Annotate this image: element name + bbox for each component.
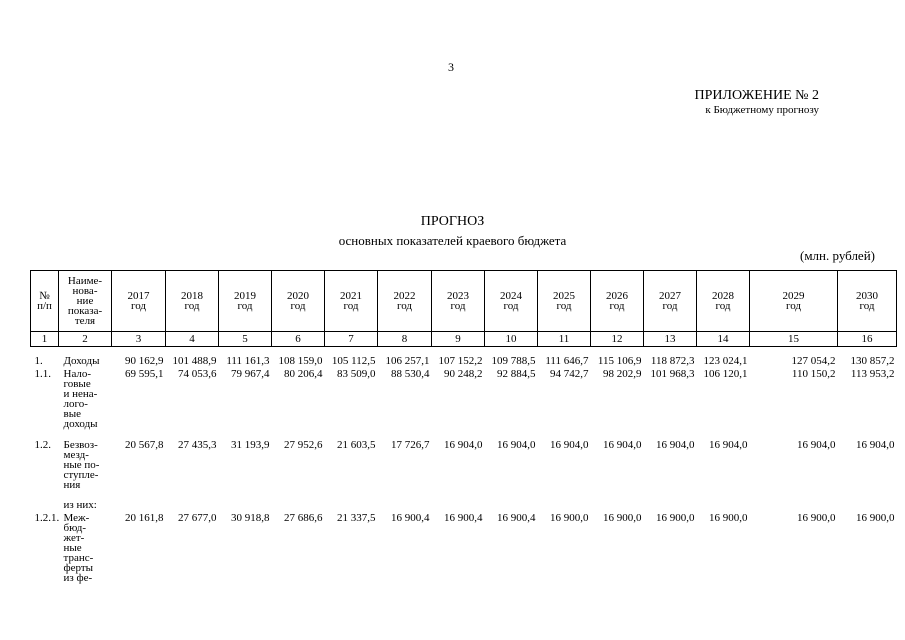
column-number: 7: [325, 332, 378, 347]
row-value: 16 900,0: [603, 512, 642, 524]
column-number: 10: [485, 332, 538, 347]
table-row: [31, 513, 897, 603]
row-value: 130 857,2: [850, 355, 895, 367]
row-name: Доходы: [63, 355, 100, 367]
column-number: 8: [378, 332, 432, 347]
row-value: 16 900,4: [497, 512, 536, 524]
row-value: 92 884,5: [497, 368, 536, 380]
row-value: 127 054,2: [791, 355, 836, 367]
row-value: 21 337,5: [337, 512, 376, 524]
row-value: 21 603,5: [337, 439, 376, 451]
table-row: [31, 369, 897, 440]
row-value: 79 967,4: [231, 368, 270, 380]
row-value: 31 193,9: [231, 439, 270, 451]
header-number: № п/п: [31, 271, 59, 332]
header-year: 2029 год: [750, 271, 838, 332]
row-code: 1.: [34, 355, 43, 367]
row-value: 123 024,1: [703, 355, 748, 367]
header-year: 2018 год: [166, 271, 219, 332]
column-number: 3: [112, 332, 166, 347]
row-value: 16 904,0: [444, 439, 483, 451]
column-number: 11: [538, 332, 591, 347]
row-code: 1.2.: [34, 439, 51, 451]
column-number: 6: [272, 332, 325, 347]
column-number: 5: [219, 332, 272, 347]
header-year: 2020 год: [272, 271, 325, 332]
column-number: 13: [644, 332, 697, 347]
table-row: [31, 440, 897, 500]
document-subtitle: основных показателей краевого бюджета: [338, 233, 567, 248]
row-value: 90 162,9: [125, 355, 164, 367]
column-number: 9: [432, 332, 485, 347]
row-value: 98 202,9: [603, 368, 642, 380]
column-number: 2: [59, 332, 112, 347]
row-value: 106 257,1: [385, 355, 430, 367]
header-year: 2022 год: [378, 271, 432, 332]
row-value: 20 567,8: [125, 439, 164, 451]
row-name: Меж- бюд- жет- ные транс- ферты из фе-: [63, 512, 94, 584]
header-name: Наиме- нова- ние показа- теля: [59, 271, 112, 332]
row-value: 109 788,5: [491, 355, 536, 367]
row-value: 101 968,3: [650, 368, 695, 380]
row-value: 80 206,4: [284, 368, 323, 380]
row-value: 16 900,0: [856, 512, 895, 524]
row-value: 16 904,0: [856, 439, 895, 451]
row-value: 74 053,6: [178, 368, 217, 380]
row-value: 118 872,3: [650, 355, 695, 367]
row-value: 83 509,0: [337, 368, 376, 380]
row-name: Нало- говые и нена- лого- вые доходы: [63, 368, 98, 430]
header-year: 2026 год: [591, 271, 644, 332]
row-value: 105 112,5: [331, 355, 376, 367]
row-value: 16 900,4: [444, 512, 483, 524]
row-value: 113 953,2: [850, 368, 895, 380]
header-year: 2030 год: [838, 271, 897, 332]
row-value: 27 952,6: [284, 439, 323, 451]
row-value: 101 488,9: [172, 355, 217, 367]
row-value: 69 595,1: [125, 368, 164, 380]
table-header-row: [31, 271, 897, 332]
budget-forecast-table: [30, 270, 897, 603]
row-value: 111 161,3: [226, 355, 270, 367]
row-value: 16 904,0: [797, 439, 836, 451]
row-value: 16 900,0: [797, 512, 836, 524]
row-value: 111 646,7: [545, 355, 589, 367]
column-number: 14: [697, 332, 750, 347]
row-value: 94 742,7: [550, 368, 589, 380]
column-number: 12: [591, 332, 644, 347]
row-value: 16 904,0: [656, 439, 695, 451]
header-year: 2025 год: [538, 271, 591, 332]
row-value: 108 159,0: [278, 355, 323, 367]
column-number-row: [31, 332, 897, 347]
column-number: 16: [838, 332, 897, 347]
row-value: 16 904,0: [603, 439, 642, 451]
row-value: 16 904,0: [550, 439, 589, 451]
appendix-subtitle: к Бюджетному прогнозу: [705, 104, 819, 116]
appendix-header: [695, 88, 820, 117]
row-value: 16 900,0: [709, 512, 748, 524]
row-value: 20 161,8: [125, 512, 164, 524]
row-code: 1.2.1.: [34, 512, 60, 524]
document-title: ПРОГНОЗ: [420, 214, 485, 229]
row-code: 1.1.: [34, 368, 51, 380]
row-value: 110 150,2: [791, 368, 836, 380]
header-year: 2019 год: [219, 271, 272, 332]
header-year: 2017 год: [112, 271, 166, 332]
column-number: 1: [31, 332, 59, 347]
row-value: 115 106,9: [597, 355, 642, 367]
header-year: 2028 год: [697, 271, 750, 332]
row-name: Безвоз- мезд- ные по- ступле- ния: [63, 439, 100, 491]
appendix-title: ПРИЛОЖЕНИЕ № 2: [694, 88, 819, 103]
row-value: 16 904,0: [709, 439, 748, 451]
row-value: 27 677,0: [178, 512, 217, 524]
row-value: 30 918,8: [231, 512, 270, 524]
header-year: 2021 год: [325, 271, 378, 332]
column-number: 15: [750, 332, 838, 347]
row-value: 16 904,0: [497, 439, 536, 451]
row-value: 16 900,0: [550, 512, 589, 524]
column-number: 4: [166, 332, 219, 347]
row-value: 17 726,7: [391, 439, 430, 451]
row-name: из них:: [63, 499, 97, 511]
unit-label: (млн. рублей): [800, 248, 875, 263]
row-value: 27 686,6: [284, 512, 323, 524]
row-value: 16 900,4: [391, 512, 430, 524]
row-value: 88 530,4: [391, 368, 430, 380]
header-year: 2023 год: [432, 271, 485, 332]
row-value: 27 435,3: [178, 439, 217, 451]
row-value: 16 900,0: [656, 512, 695, 524]
header-year: 2024 год: [485, 271, 538, 332]
row-value: 90 248,2: [444, 368, 483, 380]
header-year: 2027 год: [644, 271, 697, 332]
row-value: 106 120,1: [703, 368, 748, 380]
row-value: 107 152,2: [438, 355, 483, 367]
page-number: 3: [448, 60, 454, 74]
